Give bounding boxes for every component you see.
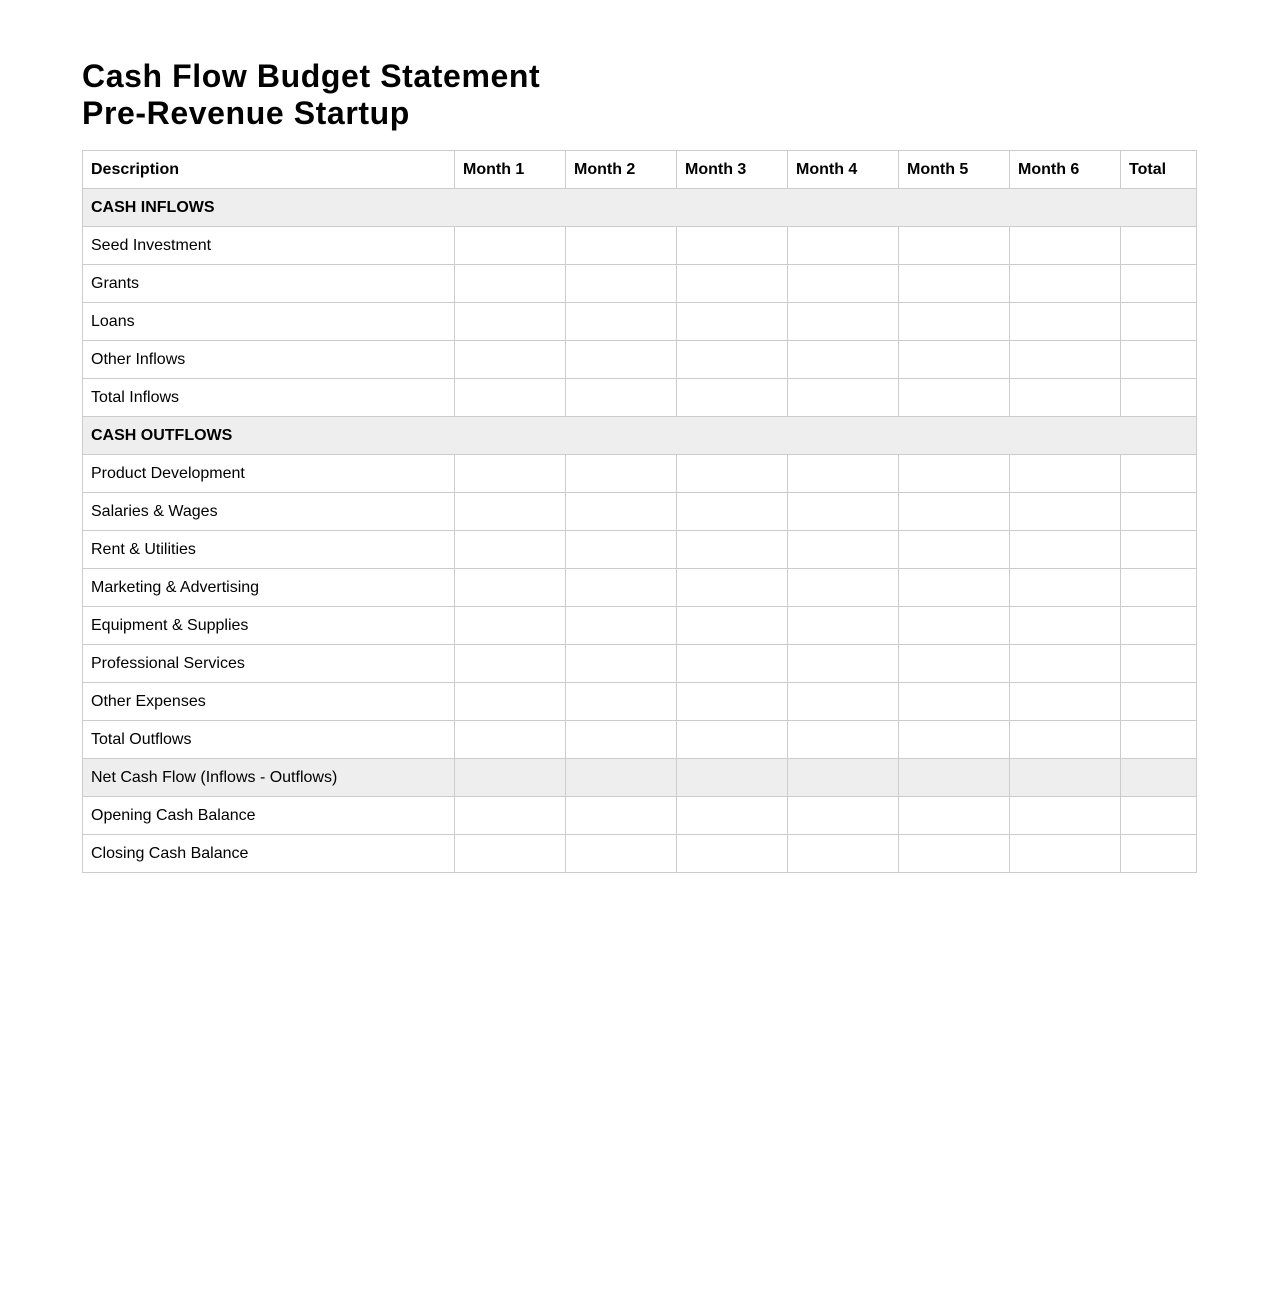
month-2-cell[interactable]	[566, 645, 677, 683]
row-label: Grants	[83, 265, 455, 303]
month-1-cell[interactable]	[455, 379, 566, 417]
month-5-cell[interactable]	[899, 759, 1010, 797]
total-cell[interactable]	[1121, 493, 1197, 531]
month-3-cell[interactable]	[677, 341, 788, 379]
column-header-month-3: Month 3	[677, 151, 788, 189]
table-row-equipment-supplies	[83, 607, 1197, 645]
month-1-cell[interactable]	[455, 569, 566, 607]
month-5-cell[interactable]	[899, 341, 1010, 379]
row-label: Total Inflows	[83, 379, 455, 417]
row-label: Net Cash Flow (Inflows - Outflows)	[83, 759, 455, 797]
month-1-cell[interactable]	[455, 645, 566, 683]
total-cell[interactable]	[1121, 835, 1197, 873]
row-label: Other Expenses	[83, 683, 455, 721]
month-6-cell[interactable]	[1010, 379, 1121, 417]
month-6-cell[interactable]	[1010, 455, 1121, 493]
month-6-cell[interactable]	[1010, 645, 1121, 683]
table-row-other-expenses	[83, 683, 1197, 721]
month-3-cell[interactable]	[677, 531, 788, 569]
month-4-cell[interactable]	[788, 645, 899, 683]
row-label: Opening Cash Balance	[83, 797, 455, 835]
month-2-cell[interactable]	[566, 759, 677, 797]
month-2-cell[interactable]	[566, 531, 677, 569]
month-5-cell[interactable]	[899, 797, 1010, 835]
section-label: CASH INFLOWS	[83, 189, 1197, 227]
month-4-cell[interactable]	[788, 835, 899, 873]
month-5-cell[interactable]	[899, 645, 1010, 683]
month-2-cell[interactable]	[566, 797, 677, 835]
month-4-cell[interactable]	[788, 607, 899, 645]
month-3-cell[interactable]	[677, 797, 788, 835]
month-3-cell[interactable]	[677, 759, 788, 797]
month-5-cell[interactable]	[899, 721, 1010, 759]
month-1-cell[interactable]	[455, 341, 566, 379]
month-4-cell[interactable]	[788, 455, 899, 493]
month-3-cell[interactable]	[677, 227, 788, 265]
month-3-cell[interactable]	[677, 645, 788, 683]
row-label: Closing Cash Balance	[83, 835, 455, 873]
column-header-month-6: Month 6	[1010, 151, 1121, 189]
row-label: Professional Services	[83, 645, 455, 683]
month-4-cell[interactable]	[788, 721, 899, 759]
total-cell[interactable]	[1121, 341, 1197, 379]
section-row-cash-inflows	[83, 189, 1197, 227]
total-cell[interactable]	[1121, 531, 1197, 569]
table-row-loans	[83, 303, 1197, 341]
header-row	[83, 151, 1197, 189]
total-cell[interactable]	[1121, 759, 1197, 797]
month-2-cell[interactable]	[566, 303, 677, 341]
month-5-cell[interactable]	[899, 493, 1010, 531]
month-2-cell[interactable]	[566, 683, 677, 721]
month-6-cell[interactable]	[1010, 569, 1121, 607]
total-cell[interactable]	[1121, 265, 1197, 303]
column-header-month-4: Month 4	[788, 151, 899, 189]
page-title	[82, 58, 1196, 132]
month-5-cell[interactable]	[899, 683, 1010, 721]
month-2-cell[interactable]	[566, 607, 677, 645]
month-3-cell[interactable]	[677, 569, 788, 607]
table-row-salaries-wages	[83, 493, 1197, 531]
month-6-cell[interactable]	[1010, 303, 1121, 341]
month-6-cell[interactable]	[1010, 683, 1121, 721]
month-5-cell[interactable]	[899, 607, 1010, 645]
table-row-seed-investment	[83, 227, 1197, 265]
month-1-cell[interactable]	[455, 531, 566, 569]
month-4-cell[interactable]	[788, 683, 899, 721]
month-5-cell[interactable]	[899, 265, 1010, 303]
month-3-cell[interactable]	[677, 265, 788, 303]
table-row-product-development	[83, 455, 1197, 493]
total-cell[interactable]	[1121, 455, 1197, 493]
month-4-cell[interactable]	[788, 797, 899, 835]
month-2-cell[interactable]	[566, 227, 677, 265]
month-4-cell[interactable]	[788, 569, 899, 607]
month-6-cell[interactable]	[1010, 531, 1121, 569]
month-2-cell[interactable]	[566, 379, 677, 417]
total-cell[interactable]	[1121, 607, 1197, 645]
row-label: Total Outflows	[83, 721, 455, 759]
month-1-cell[interactable]	[455, 683, 566, 721]
month-3-cell[interactable]	[677, 455, 788, 493]
month-3-cell[interactable]	[677, 721, 788, 759]
row-label: Loans	[83, 303, 455, 341]
title-line-1: Cash Flow Budget Statement	[82, 58, 541, 94]
month-1-cell[interactable]	[455, 607, 566, 645]
column-header-month-1: Month 1	[455, 151, 566, 189]
month-1-cell[interactable]	[455, 797, 566, 835]
table-row-closing-cash-balance	[83, 835, 1197, 873]
month-3-cell[interactable]	[677, 493, 788, 531]
month-6-cell[interactable]	[1010, 227, 1121, 265]
month-1-cell[interactable]	[455, 835, 566, 873]
month-4-cell[interactable]	[788, 493, 899, 531]
row-label: Other Inflows	[83, 341, 455, 379]
month-6-cell[interactable]	[1010, 265, 1121, 303]
table-row-opening-cash-balance	[83, 797, 1197, 835]
month-1-cell[interactable]	[455, 455, 566, 493]
month-2-cell[interactable]	[566, 455, 677, 493]
month-2-cell[interactable]	[566, 835, 677, 873]
table-body	[83, 189, 1197, 873]
document	[82, 58, 1196, 873]
month-3-cell[interactable]	[677, 683, 788, 721]
month-5-cell[interactable]	[899, 531, 1010, 569]
total-cell[interactable]	[1121, 227, 1197, 265]
total-cell[interactable]	[1121, 379, 1197, 417]
month-6-cell[interactable]	[1010, 607, 1121, 645]
month-1-cell[interactable]	[455, 227, 566, 265]
month-5-cell[interactable]	[899, 303, 1010, 341]
row-label: Seed Investment	[83, 227, 455, 265]
column-header-month-5: Month 5	[899, 151, 1010, 189]
month-5-cell[interactable]	[899, 835, 1010, 873]
month-2-cell[interactable]	[566, 341, 677, 379]
month-4-cell[interactable]	[788, 227, 899, 265]
table-row-total-inflows	[83, 379, 1197, 417]
month-5-cell[interactable]	[899, 227, 1010, 265]
table-row-other-inflows	[83, 341, 1197, 379]
month-5-cell[interactable]	[899, 455, 1010, 493]
section-label: CASH OUTFLOWS	[83, 417, 1197, 455]
month-4-cell[interactable]	[788, 531, 899, 569]
table-row-rent-utilities	[83, 531, 1197, 569]
table-row-net-cash-flow-inflows-outflows	[83, 759, 1197, 797]
month-4-cell[interactable]	[788, 759, 899, 797]
total-cell[interactable]	[1121, 303, 1197, 341]
month-1-cell[interactable]	[455, 493, 566, 531]
table-row-professional-services	[83, 645, 1197, 683]
month-6-cell[interactable]	[1010, 797, 1121, 835]
month-2-cell[interactable]	[566, 265, 677, 303]
row-label: Rent & Utilities	[83, 531, 455, 569]
month-3-cell[interactable]	[677, 835, 788, 873]
row-label: Equipment & Supplies	[83, 607, 455, 645]
total-cell[interactable]	[1121, 645, 1197, 683]
table-row-marketing-advertising	[83, 569, 1197, 607]
month-2-cell[interactable]	[566, 721, 677, 759]
total-cell[interactable]	[1121, 721, 1197, 759]
title-line-2: Pre-Revenue Startup	[82, 95, 410, 131]
month-6-cell[interactable]	[1010, 493, 1121, 531]
month-6-cell[interactable]	[1010, 341, 1121, 379]
cash-flow-table	[82, 150, 1197, 873]
month-1-cell[interactable]	[455, 721, 566, 759]
total-cell[interactable]	[1121, 569, 1197, 607]
month-6-cell[interactable]	[1010, 759, 1121, 797]
total-cell[interactable]	[1121, 683, 1197, 721]
month-3-cell[interactable]	[677, 379, 788, 417]
month-2-cell[interactable]	[566, 493, 677, 531]
month-1-cell[interactable]	[455, 759, 566, 797]
month-3-cell[interactable]	[677, 303, 788, 341]
section-row-cash-outflows	[83, 417, 1197, 455]
month-4-cell[interactable]	[788, 341, 899, 379]
table-row-total-outflows	[83, 721, 1197, 759]
month-3-cell[interactable]	[677, 607, 788, 645]
month-4-cell[interactable]	[788, 379, 899, 417]
column-header-total: Total	[1121, 151, 1197, 189]
total-cell[interactable]	[1121, 797, 1197, 835]
month-4-cell[interactable]	[788, 265, 899, 303]
month-1-cell[interactable]	[455, 265, 566, 303]
month-4-cell[interactable]	[788, 303, 899, 341]
month-6-cell[interactable]	[1010, 721, 1121, 759]
column-header-description: Description	[83, 151, 455, 189]
month-6-cell[interactable]	[1010, 835, 1121, 873]
month-2-cell[interactable]	[566, 569, 677, 607]
table-row-grants	[83, 265, 1197, 303]
month-5-cell[interactable]	[899, 379, 1010, 417]
column-header-month-2: Month 2	[566, 151, 677, 189]
month-1-cell[interactable]	[455, 303, 566, 341]
row-label: Marketing & Advertising	[83, 569, 455, 607]
row-label: Product Development	[83, 455, 455, 493]
month-5-cell[interactable]	[899, 569, 1010, 607]
row-label: Salaries & Wages	[83, 493, 455, 531]
